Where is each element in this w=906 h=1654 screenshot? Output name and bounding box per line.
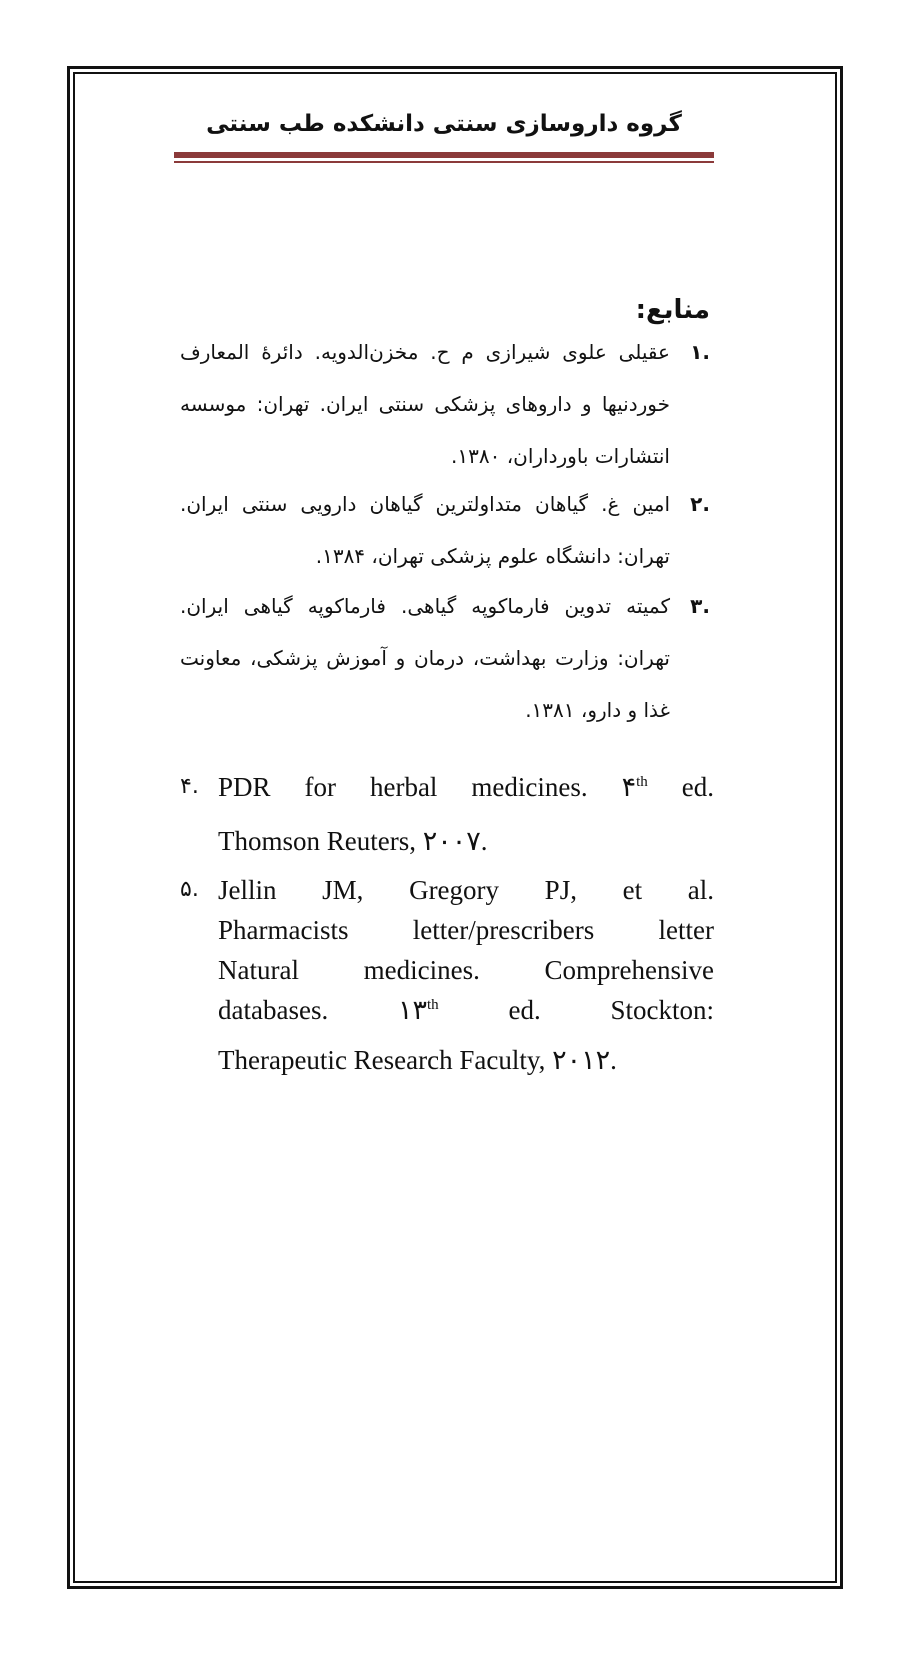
reference-text: عقیلی علوی شیرازی م ح. مخزن‌الدویه. دائرۀ المعارف خوردنیها و داروهای پزشکی سنتی ایران. تهران: موسسه انتشارات باورداران، ۱۳۸۰.	[180, 340, 670, 468]
reference-text: امین غ. گیاهان متداولترین گیاهان دارویی سنتی ایران. تهران: دانشگاه علوم پزشکی تهران، ۱۳۸۴.	[180, 492, 670, 568]
reference-item-5	[180, 870, 714, 1080]
reference-line: Natural medicines. Comprehensive	[218, 955, 714, 985]
reference-text-part: ed.	[647, 772, 714, 802]
header-rule-thin	[174, 161, 714, 163]
reference-line: Pharmacists letter/prescribers letter	[218, 915, 714, 945]
ordinal-suffix: th	[636, 774, 648, 790]
reference-item-3	[180, 580, 710, 736]
reference-text	[218, 760, 714, 868]
reference-item-2	[180, 478, 710, 582]
reference-number: .۲	[690, 492, 710, 516]
reference-line	[218, 990, 714, 1030]
header-rule-thick	[174, 152, 714, 158]
page-header-title: گروه داروسازی سنتی دانشکده طب سنتی	[206, 111, 682, 137]
reference-line: Jellin JM, Gregory PJ, et al.	[218, 875, 714, 905]
reference-line: Thomson Reuters, ۲۰۰۷.	[218, 826, 488, 856]
reference-number: .۳	[690, 594, 710, 618]
references-heading: منابع:	[635, 295, 710, 325]
reference-number: ۵.	[180, 877, 199, 902]
reference-number: .۱	[690, 340, 710, 364]
ordinal-suffix: th	[427, 997, 439, 1013]
reference-text-part: ed. Stockton:	[438, 995, 714, 1025]
reference-text	[218, 870, 714, 1080]
reference-number: ۴.	[180, 774, 199, 799]
reference-item-1	[180, 326, 710, 482]
reference-line: Therapeutic Research Faculty, ۲۰۱۲.	[218, 1045, 617, 1075]
reference-item-4	[180, 760, 714, 868]
reference-line	[218, 760, 714, 814]
reference-text-part: PDR for herbal medicines. ۴	[218, 772, 637, 802]
reference-text: کمیته تدوین فارماکوپه گیاهی. فارماکوپه گیاهی ایران. تهران: وزارت بهداشت، درمان و آموزش پزشکی، معاونت غذا و دارو، ۱۳۸۱.	[180, 594, 670, 722]
reference-text-part: databases. ۱۳	[218, 995, 427, 1025]
